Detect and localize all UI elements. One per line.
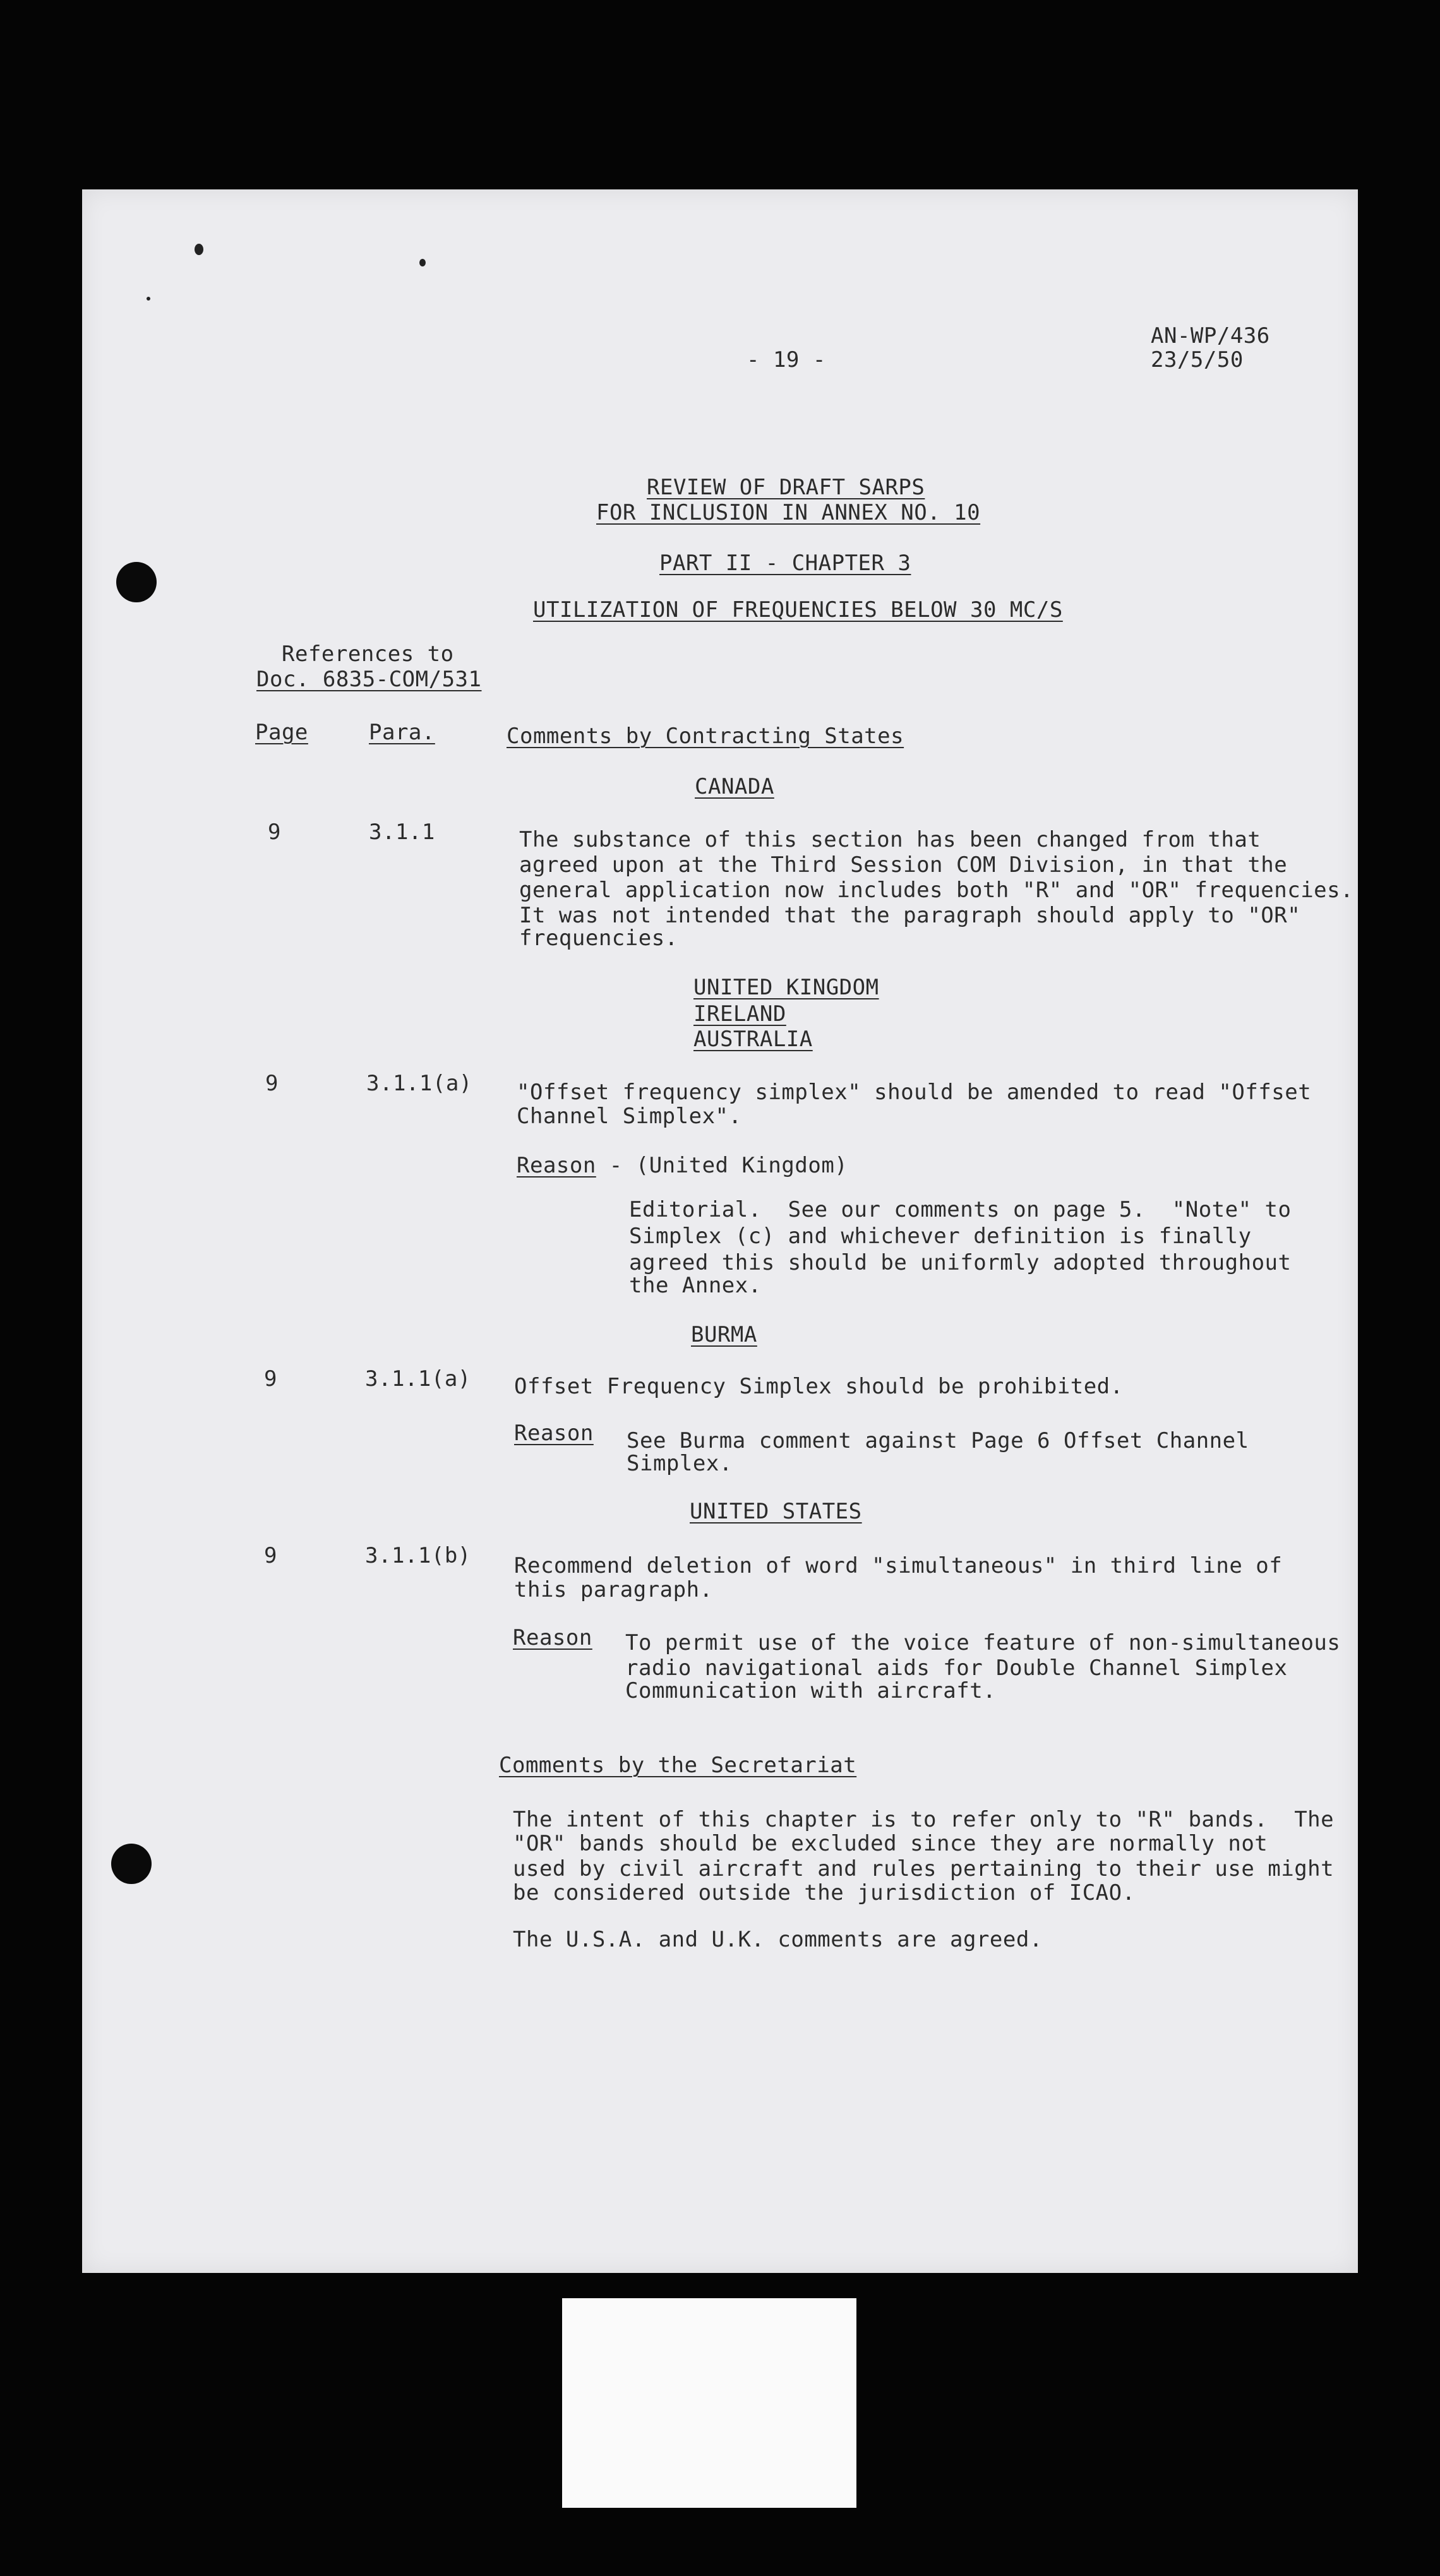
punch-hole-top [116,562,157,602]
burma-page: 9 [264,1366,277,1392]
uk-para: 3.1.1(a) [366,1071,472,1096]
usa-comment-line: this paragraph. [514,1577,713,1602]
usa-reason-label: Reason [513,1625,592,1650]
burma-reason-label: Reason [514,1421,594,1446]
uk-comment-line: "Offset frequency simplex" should be amended to read "Offset [517,1080,1312,1105]
canada-comment-line: It was not intended that the paragraph should apply to "OR" [519,903,1301,928]
section-heading-usa: UNITED STATES [690,1499,862,1524]
canada-comment-line: agreed upon at the Third Session COM Division, in that the [519,852,1288,878]
secretariat-heading: Comments by the Secretariat [499,1753,857,1778]
section-heading-uk: UNITED KINGDOM [693,975,879,1000]
uk-reason-suffix: - (United Kingdom) [596,1153,848,1178]
burma-comment-line: Offset Frequency Simplex should be prohibited. [514,1374,1124,1399]
secretariat-comment-line: The intent of this chapter is to refer only to "R" bands. The [513,1807,1335,1832]
canada-comment-line: frequencies. [519,926,678,951]
canada-comment-line: general application now includes both "R" and "OR" frequencies. [519,878,1354,903]
ink-speck [419,259,426,266]
section-heading-ireland: IRELAND [693,1001,786,1027]
uk-reason-line: agreed this should be uniformly adopted throughout [629,1250,1292,1275]
burma-reason-line: Simplex. [627,1451,733,1476]
title-line-1: REVIEW OF DRAFT SARPS [647,475,925,500]
usa-para: 3.1.1(b) [365,1543,471,1568]
column-header-para: Para. [369,720,435,745]
uk-reason-line: Simplex (c) and whichever definition is finally [629,1224,1252,1249]
uk-reason [517,1153,848,1178]
canada-para: 3.1.1 [369,820,435,845]
usa-comment-line: Recommend deletion of word "simultaneous" in third line of [514,1553,1283,1578]
canada-page: 9 [268,820,281,845]
section-heading-burma: BURMA [691,1322,757,1347]
secretariat-comment-line: used by civil aircraft and rules pertaining to their use might [513,1856,1335,1881]
usa-page: 9 [264,1543,277,1568]
secretariat-comment-line: "OR" bands should be excluded since they are normally not [513,1831,1268,1856]
ink-speck [147,297,150,301]
section-heading-australia: AUSTRALIA [693,1027,813,1052]
document-date: 23/5/50 [1151,347,1244,373]
part-heading: PART II - CHAPTER 3 [659,551,911,576]
uk-reason-line: Editorial. See our comments on page 5. "Note" to [629,1197,1292,1222]
uk-page: 9 [265,1071,279,1096]
subject-heading: UTILIZATION OF FREQUENCIES BELOW 30 MC/S [533,597,1063,623]
references-document: Doc. 6835-COM/531 [256,667,482,692]
document-reference: AN-WP/436 [1151,323,1270,349]
column-header-page: Page [255,720,308,745]
blank-label-card [562,2298,856,2508]
column-header-comments: Comments by Contracting States [507,724,904,749]
references-label: References to [282,641,454,667]
punch-hole-bottom [111,1844,152,1884]
usa-reason-line: Communication with aircraft. [625,1678,997,1703]
canada-comment-line: The substance of this section has been changed from that [519,827,1261,852]
ink-speck [195,244,203,255]
burma-para: 3.1.1(a) [365,1366,471,1392]
burma-reason-line: See Burma comment against Page 6 Offset Channel [627,1428,1249,1453]
secretariat-comment-line: be considered outside the jurisdiction of ICAO. [513,1880,1136,1905]
uk-reason-label: Reason [517,1153,596,1178]
secretariat-closing: The U.S.A. and U.K. comments are agreed. [513,1927,1043,1952]
page-number: - 19 - [747,347,826,373]
uk-reason-line: the Annex. [629,1273,762,1298]
section-heading-canada: CANADA [695,774,774,799]
usa-reason-line: radio navigational aids for Double Channel Simplex [625,1655,1288,1681]
uk-comment-line: Channel Simplex". [517,1104,742,1129]
title-line-2: FOR INCLUSION IN ANNEX NO. 10 [596,500,981,525]
usa-reason-line: To permit use of the voice feature of non-simultaneous [625,1630,1341,1655]
